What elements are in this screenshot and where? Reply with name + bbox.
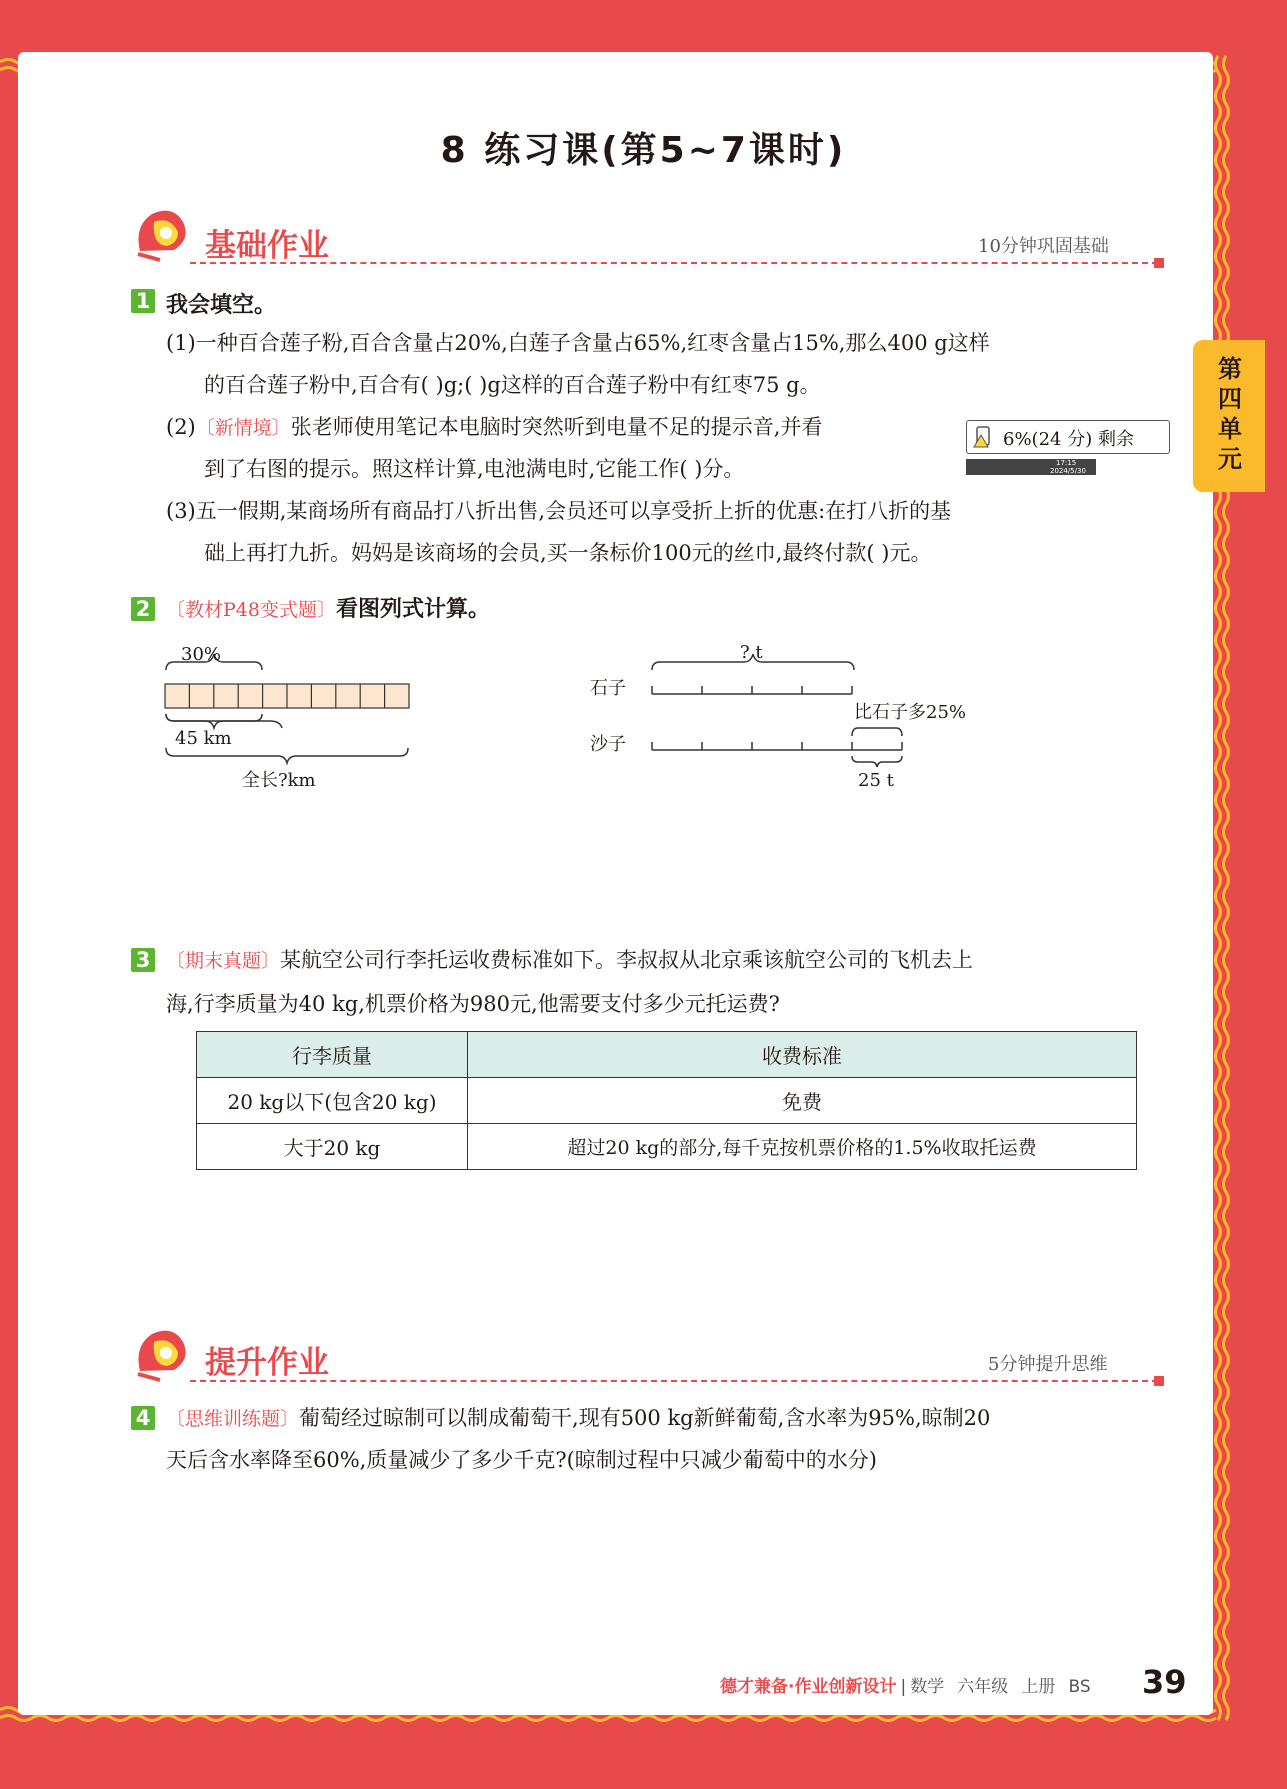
d2-more-label: 比石子多25%	[854, 702, 967, 723]
right-wave	[1216, 56, 1221, 1720]
q1-part2-tag: 〔新情境〕	[195, 417, 291, 439]
q2-heading: 看图列式计算。	[335, 597, 490, 622]
table-cell: 大于20 kg	[197, 1124, 468, 1170]
footer-edition: BS	[1068, 1677, 1091, 1697]
right-wave-2	[1224, 56, 1229, 1720]
q1-part2-line1: 张老师使用笔记本电脑时突然听到电量不足的提示音,并看	[290, 415, 823, 439]
footer-subject: 数学	[910, 1677, 945, 1697]
q3-line1: 某航空公司行李托运收费标准如下。李叔叔从北京乘该航空公司的飞机去上	[280, 948, 974, 972]
table-header-row	[197, 1032, 1137, 1078]
page-title: 8 练习课(第5~7课时)	[440, 130, 847, 171]
unit-side-tab-label: 第四单元	[1218, 355, 1242, 473]
footer-grade: 六年级	[957, 1677, 1009, 1697]
footer-info: 德才兼备·作业创新设计 | 数学 六年级 上册 BS	[720, 1677, 1091, 1697]
section2-title: 提升作业	[205, 1345, 329, 1381]
q4-number: 4	[131, 1406, 155, 1430]
q4-line1: 葡萄经过晾制可以制成葡萄干,现有500 kg新鲜葡萄,含水率为95%,晾制20	[299, 1406, 991, 1430]
footer-brand: 德才兼备·作业创新设计	[720, 1677, 897, 1697]
section2-subtitle: 5分钟提升思维	[988, 1354, 1108, 1375]
fee-table	[196, 1031, 1137, 1170]
table-row	[197, 1078, 1137, 1124]
q4-line2: 天后含水率降至60%,质量减少了多少千克?(晾制过程中只减少葡萄中的水分)	[166, 1448, 877, 1472]
q3-line2: 海,行李质量为40 kg,机票价格为980元,他需要支付多少元托运费?	[166, 992, 780, 1016]
q1-part3-line2: 础上再打九折。妈妈是该商场的会员,买一条标价100元的丝巾,最终付款( )元。	[204, 541, 932, 565]
q1-part1-line2: 的百合莲子粉中,百合有( )g;( )g这样的百合莲子粉中有红枣75 g。	[204, 373, 821, 397]
taskbar-date: 2024/5/30	[1050, 467, 1086, 475]
q1-heading: 我会填空。	[166, 293, 277, 318]
divider-end-mark	[1154, 258, 1164, 268]
table-cell: 免费	[468, 1078, 1137, 1124]
footer-volume: 上册	[1021, 1677, 1056, 1697]
q3-tag: 〔期末真题〕	[166, 950, 281, 972]
table-row	[197, 1124, 1137, 1170]
d1-percent-label: 30%	[181, 644, 222, 665]
d2-top-label: ? t	[740, 642, 763, 663]
section1-subtitle: 10分钟巩固基础	[978, 236, 1109, 257]
battery-remaining-text: 6%(24 分) 剩余	[1003, 429, 1134, 450]
q1-part1-line1: (1)一种百合莲子粉,百合含量占20%,白莲子含量占65%,红枣含量占15%,那么400 g这样	[166, 331, 990, 355]
table-header-cell: 行李质量	[197, 1032, 468, 1078]
d2-extra-label: 25 t	[858, 770, 894, 791]
q3-number: 3	[131, 948, 155, 972]
taskbar-time: 17:15	[1056, 459, 1077, 467]
section1-title: 基础作业	[205, 228, 329, 264]
q1-part2-line2: 到了右图的提示。照这样计算,电池满电时,它能工作( )分。	[204, 457, 745, 481]
bottom-wave-2	[0, 1716, 1216, 1721]
unit-side-tab[interactable]	[1193, 340, 1265, 492]
q4-tag: 〔思维训练题〕	[166, 1408, 300, 1430]
q1-part3-line1: (3)五一假期,某商场所有商品打八折出售,会员还可以享受折上折的优惠:在打八折的基	[166, 499, 952, 523]
table-header-cell: 收费标准	[468, 1032, 1137, 1078]
q2-number: 2	[131, 597, 155, 621]
bell-icon	[130, 1326, 190, 1382]
taskbar-strip	[966, 459, 1096, 475]
bell-icon	[130, 206, 190, 262]
q1-part2-prefix: (2)	[166, 415, 196, 439]
divider-end-mark	[1154, 1376, 1164, 1386]
q1-number: 1	[131, 289, 155, 313]
d1-part-label: 45 km	[175, 728, 232, 749]
table-cell: 超过20 kg的部分,每千克按机票价格的1.5%收取托运费	[468, 1124, 1137, 1170]
section2-divider	[190, 1380, 1158, 1382]
section1-divider	[190, 262, 1158, 264]
battery-warning-icon	[971, 425, 995, 449]
d2-row2-label: 沙子	[590, 734, 626, 755]
page-number: 39	[1142, 1663, 1187, 1701]
q2-tag: 〔教材P48变式题〕	[166, 599, 336, 621]
battery-popup	[966, 420, 1170, 454]
d1-total-label: 全长?km	[242, 770, 316, 791]
table-cell: 20 kg以下(包含20 kg)	[197, 1078, 468, 1124]
d2-row1-label: 石子	[590, 678, 626, 699]
